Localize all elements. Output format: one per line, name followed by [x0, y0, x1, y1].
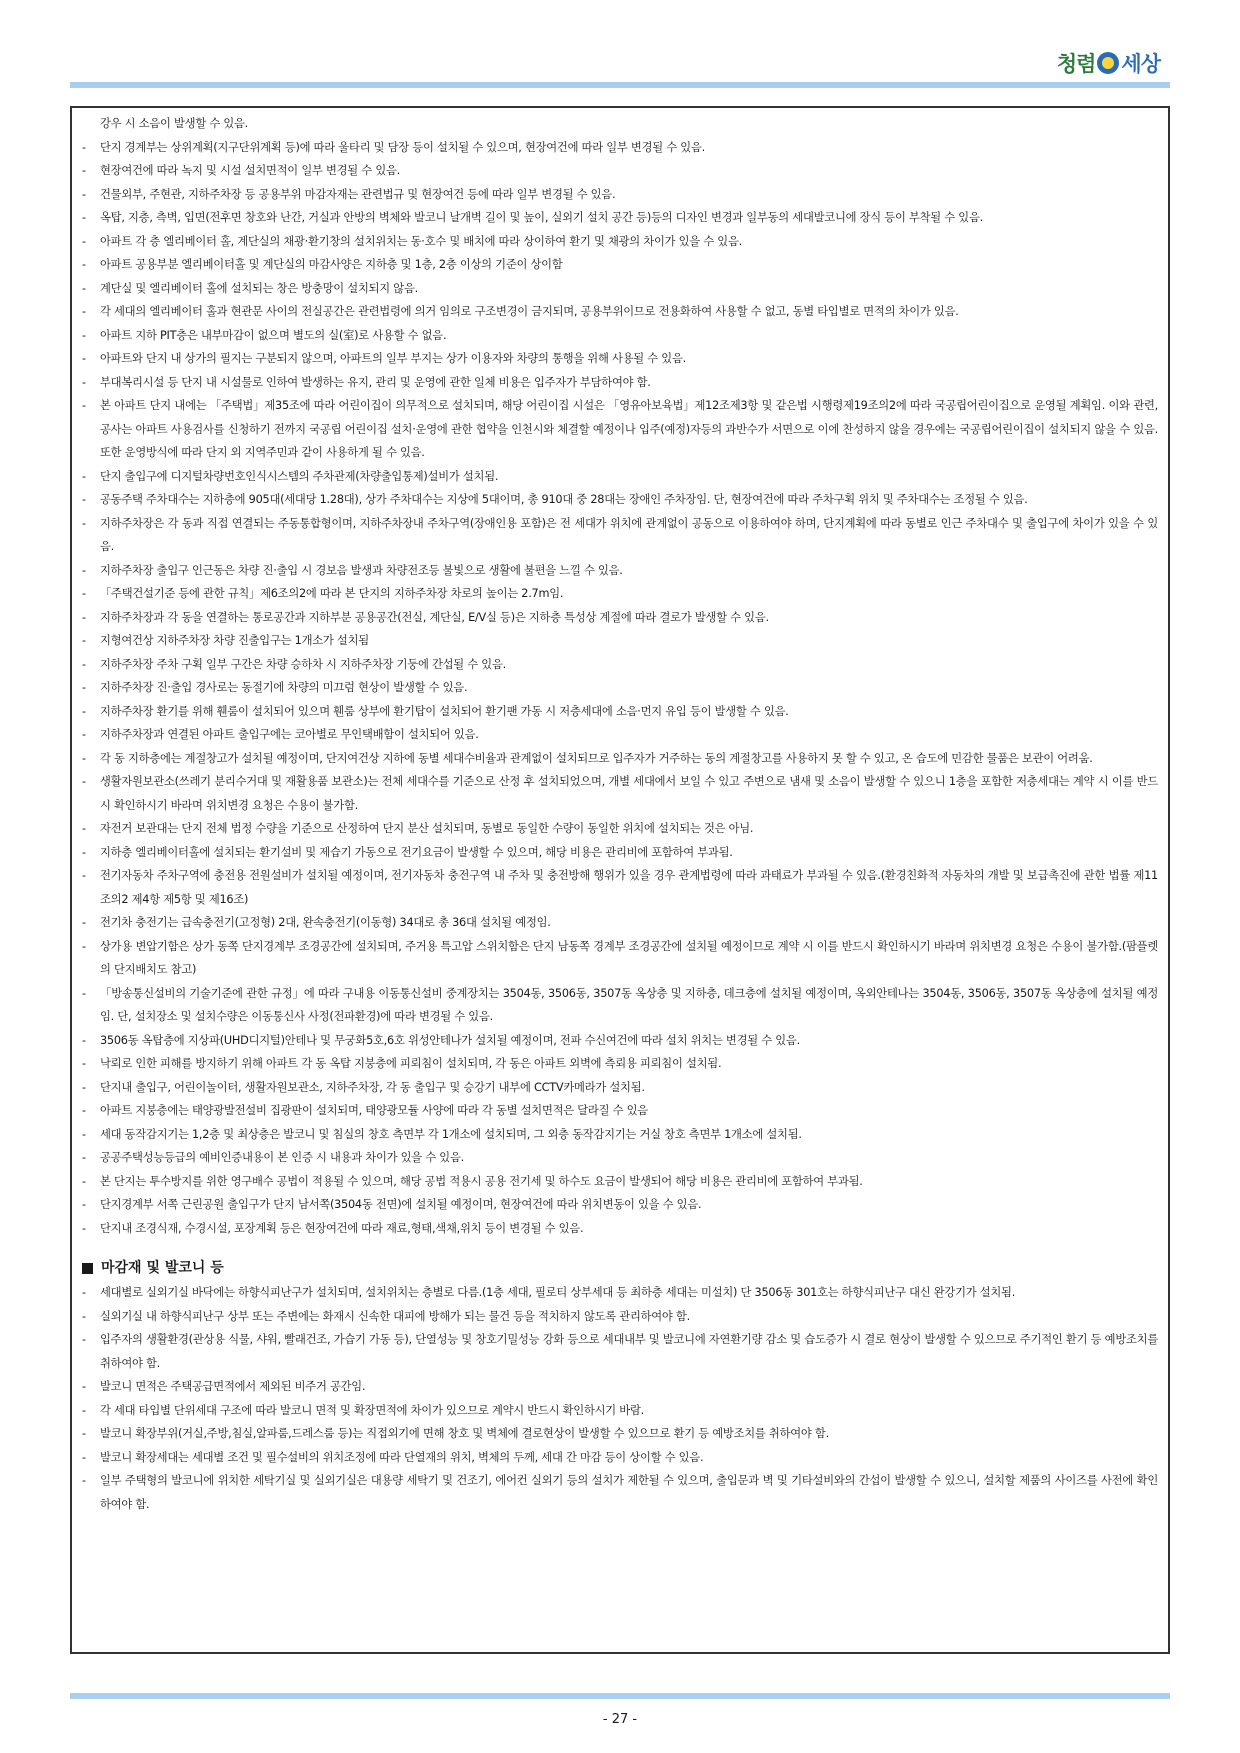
item-text: 아파트 공용부분 엘리베이터홀 및 계단실의 마감사양은 지하층 및 1층, 2층 이상의 기준이 상이함	[100, 258, 563, 271]
item-text: 단지내 조경식재, 수경시설, 포장계획 등은 현장여건에 따라 재료,형태,색채,위치 등이 변경될 수 있음.	[100, 1221, 584, 1235]
list-item	[82, 300, 1158, 324]
list-item	[82, 1076, 1158, 1100]
item-text: 발코니 면적은 주택공급면적에서 제외된 비주거 공간임.	[100, 1380, 366, 1393]
list-item	[82, 982, 1158, 1029]
dash-bullet: -	[82, 869, 86, 882]
item-text: 상가용 변압기함은 상가 동쪽 단지경계부 조경공간에 설치되며, 주거용 특고압 스위치함은 단지 남동쪽 경계부 조경공간에 설치될 예정이므로 계약 시 이를 반드시 확인하시기 바라며 위치변경 요청은 수용이 불가함.(팜플렛의 단지배치도 참고)	[100, 939, 1158, 976]
list-item	[82, 512, 1158, 559]
list-item	[82, 629, 1158, 653]
item-text: 각 세대 타입별 단위세대 구조에 따라 발코니 면적 및 확장면적에 차이가 있으므로 계약시 반드시 확인하시기 바람.	[100, 1403, 644, 1417]
dash-bullet: -	[82, 728, 86, 741]
item-text: 지하주차장과 연결된 아파트 출입구에는 코아별로 무인택배함이 설치되어 있음.	[100, 728, 479, 741]
list-item	[82, 347, 1158, 371]
section-notice-list	[82, 1281, 1158, 1516]
dash-bullet: -	[82, 258, 86, 271]
list-item	[82, 277, 1158, 301]
notice-box	[70, 106, 1170, 1654]
dash-bullet: -	[82, 1333, 86, 1346]
list-item	[82, 1422, 1158, 1446]
dash-bullet: -	[82, 1104, 86, 1117]
item-text: 낙뢰로 인한 피해를 방지하기 위해 아파트 각 동 옥탑 지붕층에 피뢰침이 설치되며, 각 동은 아파트 외벽에 측뢰용 피뢰침이 설치됨.	[100, 1057, 722, 1070]
dash-bullet: -	[82, 634, 86, 647]
dash-bullet: -	[82, 1151, 86, 1164]
item-text: 본 아파트 단지 내에는 「주택법」제35조에 따라 어린이집이 의무적으로 설치되며, 해당 어린이집 시설은 「영유아보육법」제12조제3항 및 같은법 시행령제19조의2에 따라 국공립어린이집으로 운영될 계획임. 이와 관련, 공사는 아파트 사용검사를 신청하기 전까지 국공립 어린이집 설치·운영에 관한 협약을 인천시와 체결할 예정이나 입주(예정)자등의 과반수가 서면으로 이에 찬성하지 않을 경우에는 국공립어린이집이 설치되지 않을 수 있음. 또한 운영방식에 따라 단지 외 지역주민과 같이 사용하게 될 수 있음.	[100, 399, 1158, 459]
dash-bullet: -	[82, 1174, 86, 1188]
item-text: 옥탑, 지층, 측벽, 입면(전후면 창호와 난간, 거실과 안방의 벽체와 발코니 날개벽 길이 및 높이, 실외기 설치 공간 등)등의 디자인 변경과 일부동의 세대발코니에 장식 등이 부착될 수 있음.	[100, 211, 983, 224]
list-item	[82, 1193, 1158, 1217]
dash-bullet: -	[82, 1198, 86, 1211]
dash-bullet: -	[82, 822, 86, 835]
list-item	[82, 559, 1158, 583]
item-text: 자전거 보관대는 단지 전체 법정 수량을 기준으로 산정하여 단지 분산 설치되며, 동별로 동일한 수량이 동일한 위치에 설치되는 것은 아님.	[100, 822, 754, 835]
item-text: 지하층 엘리베이터홀에 설치되는 환기설비 및 제습기 가동으로 전기요금이 발생할 수 있으며, 해당 비용은 관리비에 포함하여 부과됨.	[100, 845, 733, 859]
logo-emblem-icon	[1097, 52, 1119, 74]
item-text: 현장여건에 따라 녹지 및 시설 설치면적이 일부 변경될 수 있음.	[100, 164, 400, 177]
list-item	[82, 911, 1158, 935]
dash-bullet: -	[82, 1286, 86, 1299]
dash-bullet: -	[82, 234, 86, 248]
dash-bullet: -	[82, 986, 86, 1000]
dash-bullet: -	[82, 1033, 86, 1047]
list-item	[82, 1146, 1158, 1170]
list-item	[82, 676, 1158, 700]
list-item	[82, 1217, 1158, 1241]
item-text: 세대 동작감지기는 1,2층 및 최상층은 발코니 및 침실의 창호 측면부 각 1개소에 설치되며, 그 외층 동작감지기는 거실 창호 측면부 1개소에 설치됨.	[100, 1127, 802, 1141]
item-text: 공공주택성능등급의 예비인증내용이 본 인증 시 내용과 차이가 있을 수 있음.	[100, 1151, 464, 1164]
dash-bullet: -	[82, 587, 86, 600]
dash-bullet: -	[82, 610, 86, 624]
dash-bullet: -	[82, 211, 86, 224]
dash-bullet: -	[82, 1080, 86, 1094]
list-item	[82, 770, 1158, 817]
dash-bullet: -	[82, 704, 86, 718]
dash-bullet: -	[82, 1474, 86, 1487]
list-item	[82, 864, 1158, 911]
dash-bullet: -	[82, 916, 86, 929]
item-text: 건물외부, 주현관, 지하주차장 등 공용부위 마감자재는 관련법규 및 현장여건 등에 따라 일부 변경될 수 있음.	[100, 187, 616, 201]
item-text: 단지경계부 서쪽 근린공원 출입구가 단지 남서쪽(3504동 전면)에 설치될 예정이며, 현장여건에 따라 위치변동이 있을 수 있음.	[100, 1198, 702, 1211]
list-item	[82, 1099, 1158, 1123]
dash-bullet: -	[82, 1221, 86, 1235]
item-text: 지하주차장 출입구 인근동은 차량 진·출입 시 경보음 발생과 차량전조등 불빛으로 생활에 불편을 느낄 수 있음.	[100, 563, 623, 577]
dash-bullet: -	[82, 328, 86, 342]
list-item	[82, 371, 1158, 395]
item-text: 세대별로 실외기실 바닥에는 하향식피난구가 설치되며, 설치위치는 층별로 다름.(1층 세대, 필로티 상부세대 등 최하층 세대는 미설치) 단 3506동 301호는 하향식피난구 대신 완강기가 설치됨.	[100, 1286, 1016, 1299]
list-item	[82, 700, 1158, 724]
dash-bullet: -	[82, 399, 86, 412]
continued-line: 강우 시 소음이 발생할 수 있음.	[100, 117, 249, 130]
list-item	[82, 394, 1158, 465]
item-text: 입주자의 생활환경(관상용 식물, 샤워, 빨래건조, 가습기 가동 등), 단열성능 및 창호기밀성능 강화 등으로 세대내부 및 발코니에 자연환기량 감소 및 습도증가 시 결로 현상이 발생할 수 있으므로 주기적인 환기 등 예방조치를 취하여야 함.	[100, 1333, 1158, 1370]
item-text: 단지내 출입구, 어린이놀이터, 생활자원보관소, 지하주차장, 각 동 출입구 및 승강기 내부에 CCTV카메라가 설치됨.	[100, 1080, 645, 1094]
item-text: 아파트 지하 PIT층은 내부마감이 없으며 별도의 실(室)로 사용할 수 없음.	[100, 328, 447, 342]
footer-divider	[70, 1693, 1170, 1699]
list-item	[82, 183, 1158, 207]
item-text: 전기자동차 주차구역에 충전용 전원설비가 설치될 예정이며, 전기자동차 충전구역 내 주차 및 충전방해 행위가 있을 경우 관계법령에 따라 과태료가 부과될 수 있음.(환경친화적 자동차의 개발 및 보급촉진에 관한 법률 제11조의2 제4항 제5항 및 제16조)	[100, 869, 1158, 906]
list-item	[82, 1281, 1158, 1305]
dash-bullet: -	[82, 1403, 86, 1417]
item-text: 공동주택 주차대수는 지하층에 905대(세대당 1.28대), 상가 주차대수는 지상에 5대이며, 총 910대 중 28대는 장애인 주차장임. 단, 현장여건에 따라 주차구획 위치 및 주차대수는 조정될 수 있음.	[100, 493, 1028, 506]
item-text: 「방송통신설비의 기술기준에 관한 규정」에 따라 구내용 이동통신설비 중계장치는 3504동, 3506동, 3507동 옥상층 및 지하층, 데크층에 설치될 예정이며, 옥외안테나는 3504동, 3506동, 3507동 옥상층에 설치될 예정임. 단, 설치장소 및 설치수량은 이동통신사 사정(전파환경)에 따라 변경될 수 있음.	[100, 986, 1158, 1023]
header-divider	[70, 82, 1170, 88]
list-item	[82, 747, 1158, 771]
list-item	[82, 1446, 1158, 1470]
logo-text-part1: 청렴	[1056, 52, 1096, 76]
list-item	[82, 606, 1158, 630]
item-text: 일부 주택형의 발코니에 위치한 세탁기실 및 실외기실은 대용량 세탁기 및 건조기, 에어컨 실외기 등의 설치가 제한될 수 있으며, 출입문과 벽 및 기타설비와의 간섭이 발생할 수 있으니, 설치할 제품의 사이즈를 사전에 확인하여야 함.	[100, 1474, 1158, 1511]
logo	[1057, 46, 1160, 80]
item-text: 발코니 확장세대는 세대별 조건 및 필수설비의 위치조정에 따라 단열재의 위치, 벽체의 두께, 세대 간 마감 등이 상이할 수 있음.	[100, 1450, 704, 1464]
list-item	[82, 206, 1158, 230]
section-heading	[82, 1255, 1158, 1281]
list-item	[82, 1029, 1158, 1053]
dash-bullet: -	[82, 751, 86, 765]
item-text: 본 단지는 투수방지를 위한 영구배수 공법이 적용될 수 있으며, 해당 공법 적용시 공용 전기세 및 하수도 요금이 발생되어 해당 비용은 관리비에 포함하여 부과됨.	[100, 1174, 863, 1188]
item-text: 부대복리시설 등 단지 내 시설물로 인하여 발생하는 유지, 관리 및 운영에 관한 일체 비용은 입주자가 부담하여야 함.	[100, 375, 651, 389]
square-bullet-icon	[82, 1263, 93, 1274]
item-text: 지하주차장 주차 구획 일부 구간은 차량 승하차 시 지하주차장 기둥에 간섭될 수 있음.	[100, 657, 506, 671]
list-item	[82, 723, 1158, 747]
list-item	[82, 582, 1158, 606]
dash-bullet: -	[82, 657, 86, 671]
dash-bullet: -	[82, 1309, 86, 1323]
item-text: 아파트 각 층 엘리베이터 홀, 계단실의 채광·환기창의 설치위치는 동·호수 및 배치에 따라 상이하여 환기 및 채광의 차이가 있을 수 있음.	[100, 234, 742, 248]
dash-bullet: -	[82, 352, 86, 365]
list-item	[82, 817, 1158, 841]
item-text: 「주택건설기준 등에 관한 규칙」제6조의2에 따라 본 단지의 지하주차장 차로의 높이는 2.7m임.	[100, 587, 564, 600]
list-item	[82, 253, 1158, 277]
dash-bullet: -	[82, 187, 86, 201]
dash-bullet: -	[82, 164, 86, 177]
dash-bullet: -	[82, 563, 86, 577]
list-item	[82, 159, 1158, 183]
item-text: 각 세대의 엘리베이터 홀과 현관문 사이의 전실공간은 관련법령에 의거 임의로 구조변경이 금지되며, 공용부위이므로 전용화하여 사용할 수 없고, 동별 타입별로 면적의 차이가 있음.	[100, 305, 959, 318]
dash-bullet: -	[82, 1127, 86, 1141]
dash-bullet: -	[82, 1380, 86, 1393]
item-text: 전기차 충전기는 급속충전기(고정형) 2대, 완속충전기(이동형) 34대로 총 36대 설치될 예정임.	[100, 916, 551, 929]
dash-bullet: -	[82, 845, 86, 859]
list-item	[82, 230, 1158, 254]
list-item	[82, 465, 1158, 489]
list-item	[82, 1170, 1158, 1194]
dash-bullet: -	[82, 939, 86, 953]
list-item	[82, 1375, 1158, 1399]
item-text: 지하주차장 환기를 위해 휀룸이 설치되어 있으며 휀룸 상부에 환기탑이 설치되어 환기팬 가동 시 저층세대에 소음·먼지 유입 등이 발생할 수 있음.	[100, 704, 789, 718]
item-text: 발코니 확장부위(거실,주방,침실,알파룸,드레스룸 등)는 직접외기에 면해 창호 및 벽체에 결로현상이 발생할 수 있으므로 환기 등 예방조치를 취하여야 함.	[100, 1427, 829, 1440]
list-item	[82, 1052, 1158, 1076]
notice-list	[82, 136, 1158, 1241]
list-item	[82, 653, 1158, 677]
item-text: 단지 출입구에 디지털차량번호인식시스템의 주차관제(차량출입통제)설비가 설치됨.	[100, 469, 499, 483]
item-text: 실외기실 내 하향식피난구 상부 또는 주변에는 화재시 신속한 대피에 방해가 되는 물건 등을 적치하지 않도록 관리하여야 함.	[100, 1309, 690, 1323]
dash-bullet: -	[82, 1057, 86, 1070]
item-text: 아파트와 단지 내 상가의 필지는 구분되지 않으며, 아파트의 일부 부지는 상가 이용자와 차량의 통행을 위해 사용될 수 있음.	[100, 352, 686, 365]
section-title-text: 마감재 및 발코니 등	[101, 1260, 224, 1276]
list-item	[82, 1123, 1158, 1147]
dash-bullet: -	[82, 305, 86, 318]
list-item	[82, 841, 1158, 865]
item-text: 3506동 옥탑층에 지상파(UHD디지털)안테나 및 무궁화5호,6호 위성안테나가 설치될 예정이며, 전파 수신여건에 따라 설치 위치는 변경될 수 있음.	[100, 1033, 800, 1047]
list-item	[82, 136, 1158, 160]
page-number: - 27 -	[602, 1712, 638, 1727]
dash-bullet: -	[82, 1427, 86, 1440]
dash-bullet: -	[82, 281, 86, 295]
logo-text-part2: 세상	[1121, 52, 1160, 76]
item-text: 단지 경계부는 상위계획(지구단위계획 등)에 따라 울타리 및 담장 등이 설치될 수 있으며, 현장여건에 따라 일부 변경될 수 있음.	[100, 140, 705, 154]
dash-bullet: -	[82, 681, 86, 694]
list-item	[82, 935, 1158, 982]
item-text: 아파트 지붕층에는 태양광발전설비 집광판이 설치되며, 태양광모듈 사양에 따라 각 동별 설치면적은 달라질 수 있음	[100, 1104, 648, 1117]
list-item	[82, 1328, 1158, 1375]
item-text: 각 동 지하층에는 계절창고가 설치될 예정이며, 단지여건상 지하에 동별 세대수비율과 관계없이 설치되므로 입주자가 거주하는 동의 계절창고를 사용하지 못 할 수 있고, 온 습도에 민감한 물품은 보관이 어려움.	[100, 751, 1093, 765]
list-item	[82, 1305, 1158, 1329]
item-text: 지하주차장은 각 동과 직접 연결되는 주동통합형이며, 지하주차장내 주차구역(장애인용 포함)은 전 세대가 위치에 관계없이 공동으로 이용하여야 하며, 단지계획에 따라 동별로 인근 주차대수 및 출입구에 차이가 있을 수 있음.	[100, 516, 1158, 553]
dash-bullet: -	[82, 516, 86, 530]
item-text: 지형여건상 지하주차장 차량 진출입구는 1개소가 설치됨	[100, 634, 369, 647]
dash-bullet: -	[82, 140, 86, 154]
dash-bullet: -	[82, 493, 86, 506]
item-text: 계단실 및 엘리베이터 홀에 설치되는 창은 방충망이 설치되지 않음.	[100, 281, 418, 295]
dash-bullet: -	[82, 469, 86, 483]
list-item	[82, 488, 1158, 512]
item-text: 지하주차장 진·출입 경사로는 동절기에 차량의 미끄럼 현상이 발생할 수 있음.	[100, 681, 468, 694]
list-item	[82, 1399, 1158, 1423]
list-item	[82, 324, 1158, 348]
dash-bullet: -	[82, 1450, 86, 1464]
list-item	[82, 1469, 1158, 1516]
item-text: 지하주차장과 각 동을 연결하는 통로공간과 지하부분 공용공간(전실, 계단실, E/V실 등)은 지하층 특성상 계절에 따라 결로가 발생할 수 있음.	[100, 610, 769, 624]
item-text: 생활자원보관소(쓰레기 분리수거대 및 재활용품 보관소)는 전체 세대수를 기준으로 산정 후 설치되었으며, 개별 세대에서 보일 수 있고 주변으로 냄새 및 소음이 발생할 수 있으니 1층을 포함한 저층세대는 계약 시 이를 반드시 확인하시기 바라며 위치변경 요청은 수용이 불가함.	[100, 775, 1158, 812]
dash-bullet: -	[82, 775, 86, 788]
dash-bullet: -	[82, 375, 86, 389]
